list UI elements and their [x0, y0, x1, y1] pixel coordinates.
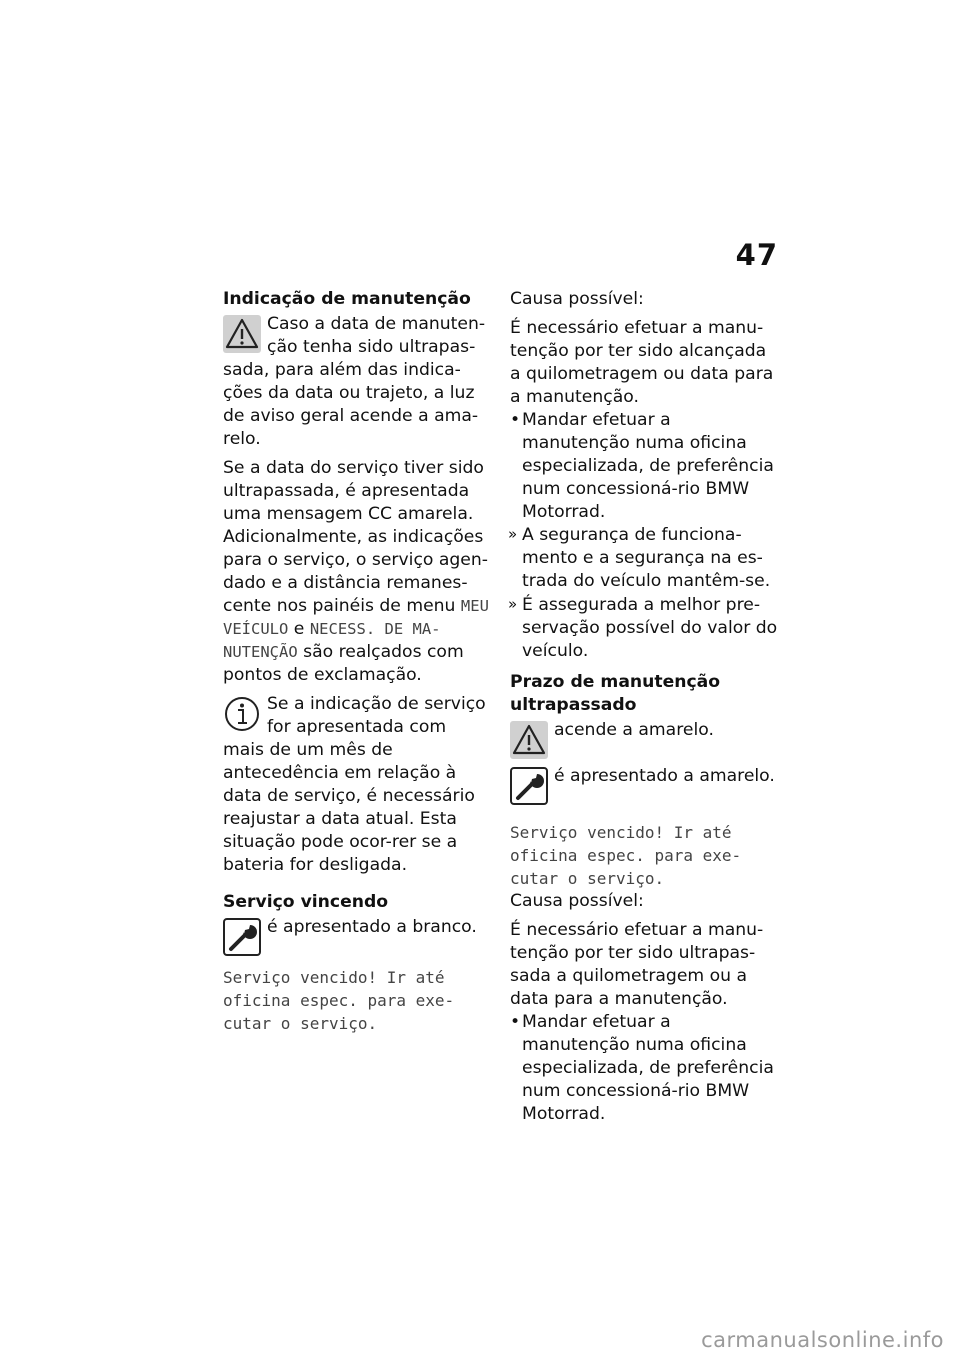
- list-item: » É assegurada a melhor pre-servação possível do valor do veículo.: [510, 594, 778, 663]
- wrench-note-2: [510, 765, 778, 807]
- cause-text: É necessário efetuar a manu-tenção por ter sido alcançada a quilometragem ou data para a manutenção.: [510, 318, 774, 407]
- warning-triangle-icon: [223, 315, 261, 353]
- warning-note-text: acende a amarelo.: [554, 720, 714, 740]
- left-column: [223, 288, 491, 1039]
- warning-note-text: Caso a data de manuten-ção tenha sido ultrapas-sada, para além das indica-ções da data ou trajeto, a luz de aviso geral acende a ama-relo.: [223, 314, 486, 449]
- paragraph-overdue-service: Se a data do serviço tiver sido ultrapassada, é apresentada uma mensagem CC amarela. Adicionalmente, as indicações para o serviço, o serviço agen-dado e a distância remanes-cente nos painéis de menu MEU VEÍCULO e NECESS. DE MA-NUTENÇÃO são realçados com pontos de exclamação.: [223, 458, 489, 685]
- watermark: carmanualsonline.info: [701, 1328, 944, 1352]
- warning-triangle-icon: [510, 721, 548, 759]
- section-heading-overdue: Prazo de manutenção ultrapassado: [510, 672, 721, 715]
- wrench-icon: [223, 918, 261, 956]
- page-number: 47: [735, 238, 778, 272]
- action-list: [510, 409, 778, 524]
- cause-label: Causa possível:: [510, 891, 644, 911]
- warning-note: [223, 313, 491, 457]
- cause-label: Causa possível:: [510, 289, 644, 309]
- info-note: [223, 693, 491, 883]
- warning-note-2: [510, 719, 778, 761]
- wrench-note-text: é apresentado a branco.: [267, 917, 477, 937]
- menu-label-my-vehicle: MEU VEÍCULO: [223, 597, 489, 638]
- cause-text: É necessário efetuar a manu-tenção por ter sido ultrapas-sada a quilometragem ou a data para a manutenção.: [510, 920, 764, 1009]
- info-icon: [223, 695, 261, 733]
- section-heading-maintenance-indication: Indicação de manutenção: [223, 289, 471, 309]
- display-message: Serviço vencido! Ir até oficina espec. para exe-cutar o serviço.: [510, 823, 742, 888]
- right-column: [510, 288, 778, 1126]
- wrench-note: [223, 916, 491, 958]
- action-list: [510, 1011, 778, 1126]
- display-message: Serviço vencido! Ir até oficina espec. para exe-cutar o serviço.: [223, 968, 455, 1033]
- list-item: » A segurança de funciona-mento e a segurança na es-trada do veículo mantêm-se.: [510, 524, 778, 593]
- list-item: • Mandar efetuar a manutenção numa oficina especializada, de preferência num concessioná-rio BMW Motorrad.: [510, 409, 778, 524]
- wrench-note-text: é apresentado a amarelo.: [554, 766, 775, 786]
- result-list: [510, 524, 778, 663]
- wrench-icon: [510, 767, 548, 805]
- menu-label-maintenance-needs: NECESS. DE MA-NUTENÇÃO: [223, 620, 441, 661]
- section-heading-service-due: Serviço vincendo: [223, 892, 389, 912]
- info-note-text: Se a indicação de serviço for apresentada com mais de um mês de antecedência em relação à data de serviço, é necessário reajustar a data atual. Esta situação pode ocor-rer se a bateria for desligada.: [223, 694, 486, 875]
- list-item: • Mandar efetuar a manutenção numa oficina especializada, de preferência num concessioná-rio BMW Motorrad.: [510, 1011, 778, 1126]
